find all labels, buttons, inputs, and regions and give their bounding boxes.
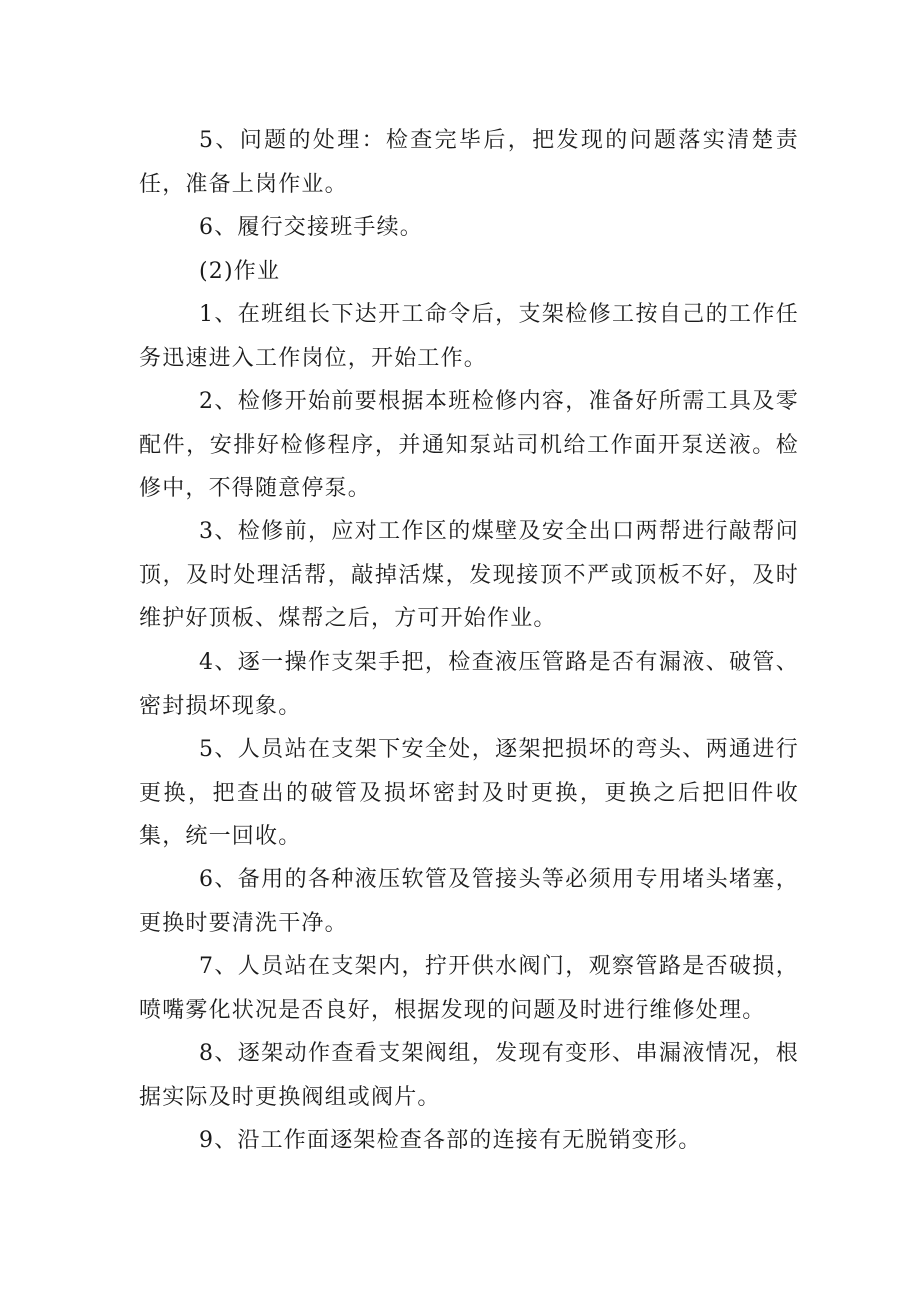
paragraph-step-8: 8、逐架动作查看支架阀组，发现有变形、串漏液情况，根据实际及时更换阀组或阀片。: [139, 1041, 799, 1110]
paragraph-problem-handling: 5、问题的处理：检查完毕后，把发现的问题落实清楚责任，准备上岗作业。: [139, 128, 799, 197]
paragraph-step-3: 3、检修前，应对工作区的煤壁及安全出口两帮进行敲帮问顶，及时处理活帮，敲掉活煤，发现接顶不严或顶板不好，及时维护好顶板、煤帮之后，方可开始作业。: [139, 519, 799, 631]
paragraph-step-4: 4、逐一操作支架手把，检查液压管路是否有漏液、破管、密封损坏现象。: [139, 650, 799, 719]
section-heading-operation: (2)作业: [199, 259, 281, 284]
paragraph-shift-handover: 6、履行交接班手续。: [199, 215, 423, 240]
paragraph-step-5: 5、人员站在支架下安全处，逐架把损坏的弯头、两通进行更换，把查出的破管及损坏密封及时更换，更换之后把旧件收集，统一回收。: [139, 737, 799, 849]
paragraph-step-1: 1、在班组长下达开工命令后，支架检修工按自己的工作任务迅速进入工作岗位，开始工作。: [139, 302, 799, 371]
paragraph-step-7: 7、人员站在支架内，拧开供水阀门，观察管路是否破损，喷嘴雾化状况是否良好，根据发现的问题及时进行维修处理。: [139, 954, 799, 1023]
paragraph-step-2: 2、检修开始前要根据本班检修内容，准备好所需工具及零配件，安排好检修程序，并通知泵站司机给工作面开泵送液。检修中，不得随意停泵。: [139, 389, 799, 501]
paragraph-step-9: 9、沿工作面逐架检查各部的连接有无脱销变形。: [199, 1128, 702, 1153]
paragraph-step-6: 6、备用的各种液压软管及管接头等必须用专用堵头堵塞，更换时要清洗干净。: [139, 867, 799, 936]
